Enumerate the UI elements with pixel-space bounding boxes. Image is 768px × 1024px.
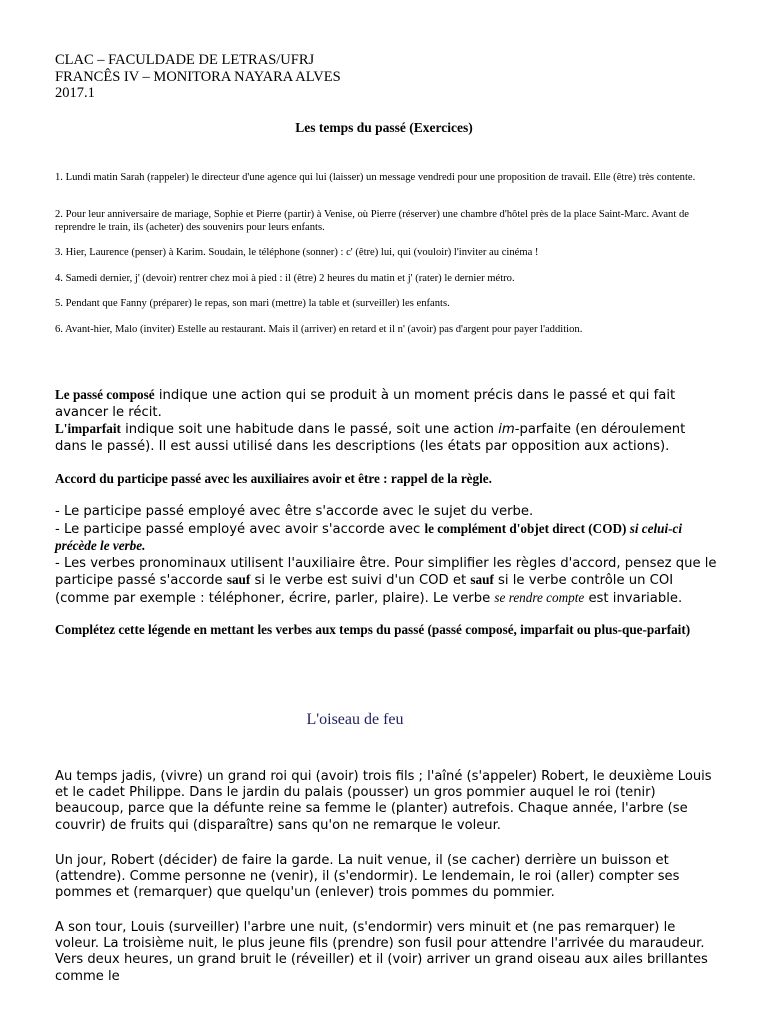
story-title: L'oiseau de feu	[306, 711, 404, 728]
story-paragraph-1: Au temps jadis, (vivre) un grand roi qui (avoir) trois fils ; l'aîné (s'appeler) Robert, le deuxième Louis et le cadet Philippe. Dans le jardin du palais (pousser) un gros pommier auquel le roi (tenir) beaucoup, parce que la défunte reine sa femme le (planter) autrefois. Chaque année, l'arbre (se couvrir) de fruits qui (disparaître) sans qu'on ne remarque le voleur.	[55, 769, 712, 833]
rule-avoir: - Le participe passé employé avec avoir s'accorde avec le complément d'objet direct (COD) si celui-ci précède le verbe.	[55, 520, 683, 554]
rule-etre: - Le participe passé employé avec être s'accorde avec le sujet du verbe.	[55, 504, 534, 519]
exercise-4: 4. Samedi dernier, j' (devoir) rentrer chez moi à pied : il (être) 2 heures du matin et j' (rater) le dernier métro.	[55, 273, 515, 284]
accord-heading: Accord du participe passé avec les auxiliaires avoir et être : rappel de la règle.	[55, 471, 492, 486]
exercise-1: 1. Lundi matin Sarah (rappeler) le directeur d'une agence qui lui (laisser) un message vendredi pour une proposition de travail. Elle (être) très contente.	[55, 172, 696, 183]
header-institution: CLAC – FACULDADE DE LETRAS/UFRJ	[55, 52, 315, 68]
header-term: 2017.1	[55, 85, 95, 101]
page-title: Les temps du passé (Exercices)	[295, 120, 473, 135]
exercise-6: 6. Avant-hier, Malo (inviter) Estelle au restaurant. Mais il (arriver) en retard et il n' (avoir) pas d'argent pour payer l'addition.	[55, 324, 583, 335]
exercise-3: 3. Hier, Laurence (penser) à Karim. Soudain, le téléphone (sonner) : c' (être) lui, qui (vouloir) l'inviter au cinéma !	[55, 247, 539, 258]
passe-compose-term: Le passé composé	[55, 387, 155, 402]
story-paragraph-2: Un jour, Robert (décider) de faire la garde. La nuit venue, il (se cacher) derrière un buisson et (attendre). Comme personne ne (venir), il (s'endormir). Le lendemain, le roi (aller) compter ses pommes et (remarquer) que quelqu'un (enlever) trois pommes du pommier.	[55, 853, 680, 901]
header-course: FRANCÊS IV – MONITORA NAYARA ALVES	[55, 68, 341, 85]
imparfait-definition: L'imparfait indique soit une habitude dans le passé, soit une action im-parfaite (en déroulement dans le passé). Il est aussi utilisé dans les descriptions (les états par opposition aux actions).	[55, 421, 686, 454]
document-header	[55, 52, 341, 102]
passe-compose-definition: Le passé composé indique une action qui se produit à un moment précis dans le passé et qui fait avancer le récit.	[55, 387, 676, 420]
exercise-5: 5. Pendant que Fanny (préparer) le repas, son mari (mettre) la table et (surveiller) les enfants.	[55, 298, 450, 309]
exercise-2: 2. Pour leur anniversaire de mariage, Sophie et Pierre (partir) à Venise, où Pierre (réserver) une chambre d'hôtel près de la place Saint-Marc. Avant de reprendre le train, ils (acheter) des souvenirs pour leurs enfants.	[55, 209, 689, 233]
tense-definitions	[55, 387, 720, 455]
story-paragraph-3: A son tour, Louis (surveiller) l'arbre une nuit, (s'endormir) vers minuit et (ne pas remarquer) le voleur. La troisième nuit, le plus jeune fils (prendre) son fusil pour attendre l'arrivée du maraudeur. Vers deux heures, un grand bruit le (réveiller) et il (voir) arriver un grand oiseau aux ailes brillantes comme le	[55, 920, 708, 984]
exercise-instruction: Complétez cette légende en mettant les verbes aux temps du passé (passé composé, imparfait ou plus-que-parfait)	[55, 622, 691, 637]
accord-rules	[55, 504, 720, 608]
imparfait-term: L'imparfait	[55, 421, 121, 437]
rule-pronominaux: - Les verbes pronominaux utilisent l'auxiliaire être. Pour simplifier les règles d'accord, pensez que le participe passé s'accorde sauf si le verbe est suivi d'un COD et sauf si le verbe contrôle un COI (comme par exemple : téléphoner, écrire, parler, plaire). Le verbe se rendre compte est invariable.	[55, 555, 717, 606]
